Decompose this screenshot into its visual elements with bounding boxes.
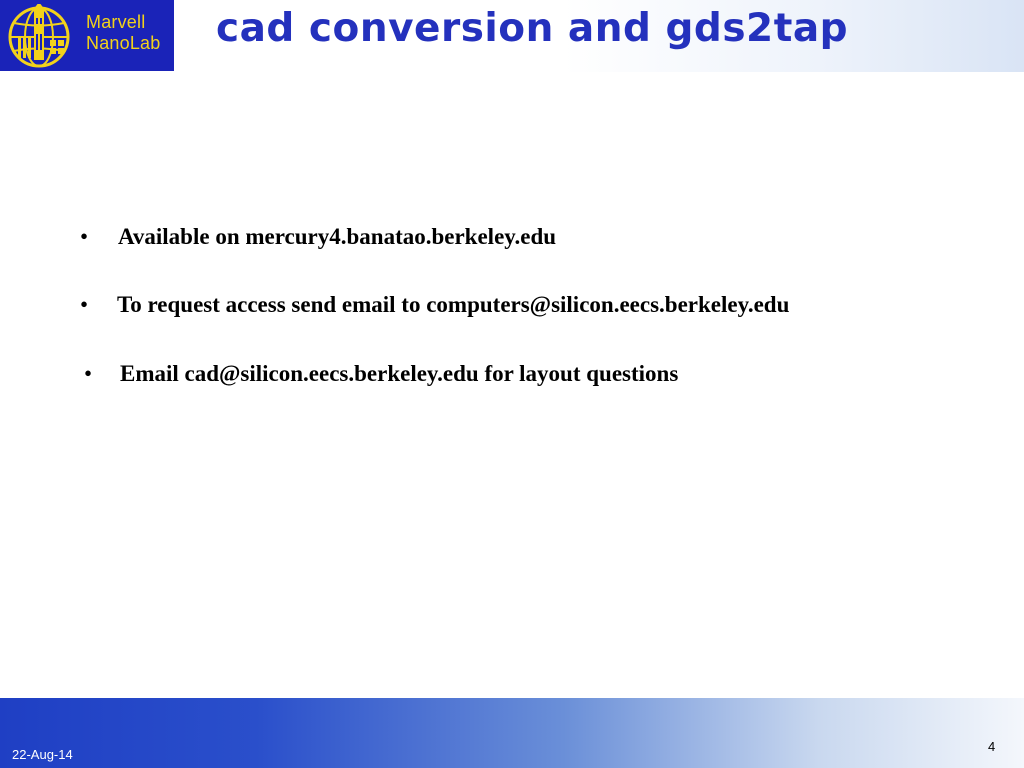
logo-text [86, 12, 160, 54]
logo-line-2: NanoLab [86, 33, 161, 53]
bullet-icon: • [80, 292, 89, 317]
globe-building-logo-icon [5, 4, 79, 68]
logo-line-1: Marvell [86, 12, 146, 32]
footer-band [0, 698, 1024, 768]
footer-date: 22-Aug-14 [12, 747, 73, 762]
bullet-icon: • [80, 224, 89, 249]
bullet-text: To request access send email to computers@silicon.eecs.berkeley.edu [117, 292, 790, 317]
marvell-nanolab-logo [0, 0, 174, 71]
bullet-text: Available on mercury4.banatao.berkeley.edu [118, 224, 557, 249]
bullet-icon: • [84, 361, 93, 386]
slide-title: cad conversion and gds2tap [216, 6, 849, 51]
page-number: 4 [988, 739, 996, 754]
bullet-text: Email cad@silicon.eecs.berkeley.edu for layout questions [120, 361, 679, 386]
